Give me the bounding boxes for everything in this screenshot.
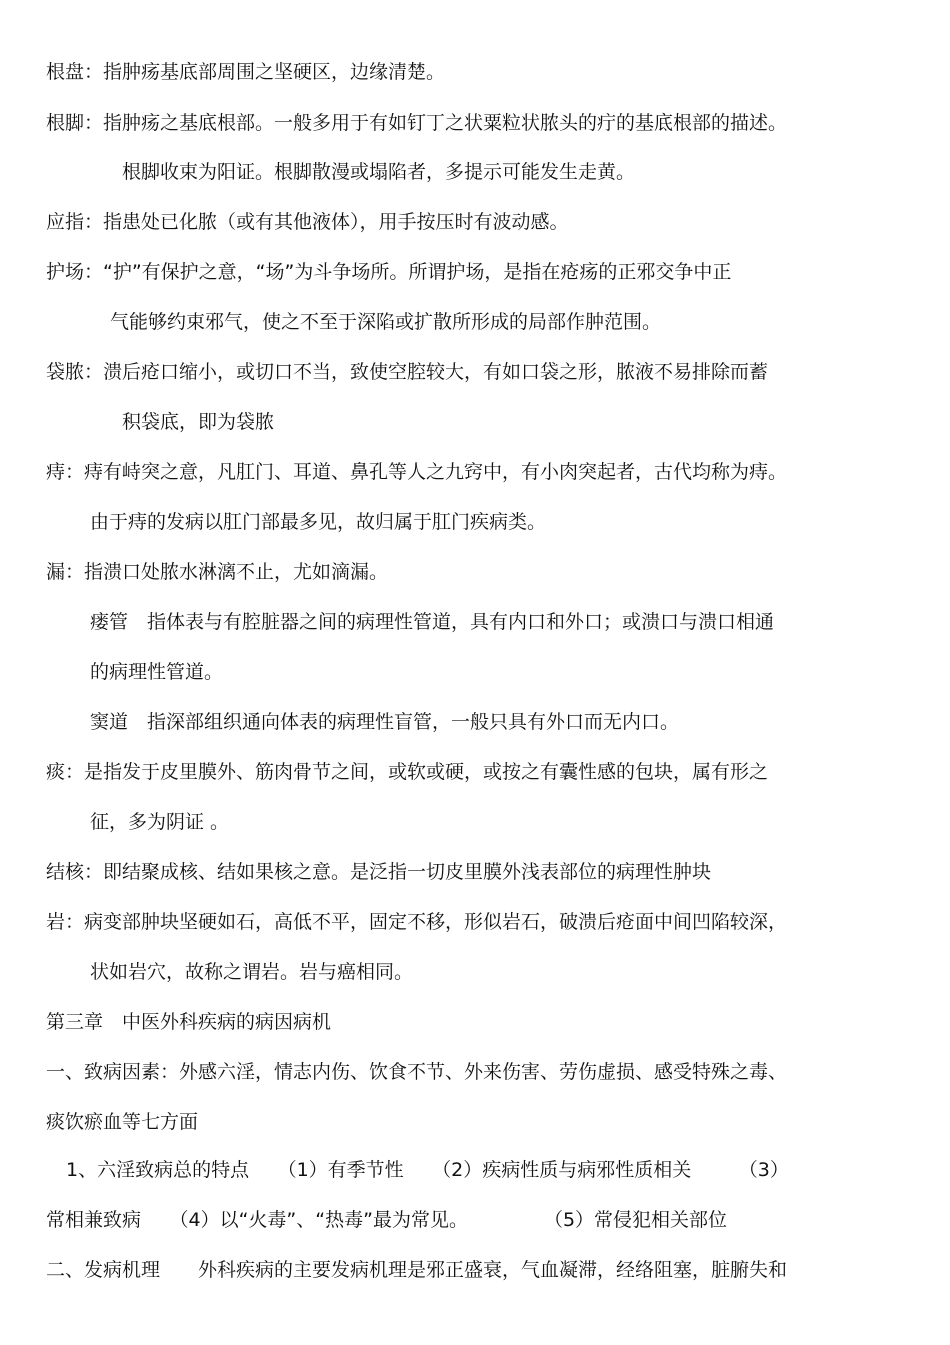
text-line-hu-chang: 护场：“护”有保护之意，“场”为斗争场所。所谓护场，是指在疮疡的正邪交争中正 <box>46 261 732 283</box>
text-line-ying-zhi: 应指：指患处已化脓（或有其他液体），用手按压时有波动感。 <box>46 211 569 233</box>
text-line-dai-nong: 袋脓：溃后疮口缩小，或切口不当，致使空腔较大，有如口袋之形，脓液不易排除而蓄 <box>46 361 769 383</box>
text-line-liu-yin-te-dian: 1、六淫致病总的特点 （1）有季节性 （2）疾病性质与病邪性质相关 （3） <box>66 1159 789 1181</box>
text-line-yan: 岩：病变部肿块坚硬如石，高低不平，固定不移，形似岩石，破溃后疮面中间凹陷较深， <box>46 911 788 933</box>
text-line-gen-pan: 根盘：指肿疡基底部周围之坚硬区，边缘清楚。 <box>46 61 446 83</box>
text-line-lou-guan-cont: 的病理性管道。 <box>90 661 224 683</box>
text-line-gen-jiao: 根脚：指肿疡之基底根部。一般多用于有如钉丁之状粟粒状脓头的疔的基底根部的描述。 <box>46 112 788 134</box>
text-line-lou: 漏：指溃口处脓水淋漓不止，尤如滴漏。 <box>46 561 389 583</box>
text-line-dou-dao: 窦道 指深部组织通向体表的病理性盲管，一般只具有外口而无内口。 <box>90 711 680 733</box>
text-line-hu-chang-cont: 气能够约束邪气，使之不至于深陷或扩散所形成的局部作肿范围。 <box>110 311 662 333</box>
text-line-zhi: 痔：痔有峙突之意，凡肛门、耳道、鼻孔等人之九窍中，有小肉突起者，古代均称为痔。 <box>46 461 788 483</box>
text-line-tan: 痰：是指发于皮里膜外、筋肉骨节之间，或软或硬，或按之有囊性感的包块，属有形之 <box>46 761 769 783</box>
text-line-yan-cont: 状如岩穴，故称之谓岩。岩与癌相同。 <box>90 961 414 983</box>
text-line-dai-nong-cont: 积袋底，即为袋脓 <box>122 411 275 433</box>
text-line-jie-he: 结核：即结聚成核、结如果核之意。是泛指一切皮里膜外浅表部位的病理性肿块 <box>46 861 712 883</box>
text-line-zhi-bing-yin-su: 一、致病因素：外感六淫，情志内伤、饮食不节、外来伤害、劳伤虚损、感受特殊之毒、 <box>46 1061 788 1083</box>
text-line-gen-jiao-cont: 根脚收束为阳证。根脚散漫或塌陷者，多提示可能发生走黄。 <box>122 161 636 183</box>
text-line-zhi-cont: 由于痔的发病以肛门部最多见，故归属于肛门疾病类。 <box>90 511 547 533</box>
text-line-tan-cont: 征，多为阴证 。 <box>90 811 230 833</box>
text-line-fa-bing-ji-li: 二、发病机理 外科疾病的主要发病机理是邪正盛衰，气血凝滞，经络阻塞，脏腑失和 <box>46 1259 788 1281</box>
text-line-liu-yin-te-dian-cont: 常相兼致病 （4）以“火毒”、“热毒”最为常见。 （5）常侵犯相关部位 <box>46 1209 728 1231</box>
text-line-lou-guan: 瘘管 指体表与有腔脏器之间的病理性管道，具有内口和外口；或溃口与溃口相通 <box>90 611 775 633</box>
text-line-zhi-bing-yin-su-cont: 痰饮瘀血等七方面 <box>46 1111 199 1133</box>
chapter-heading: 第三章 中医外科疾病的病因病机 <box>46 1011 332 1033</box>
